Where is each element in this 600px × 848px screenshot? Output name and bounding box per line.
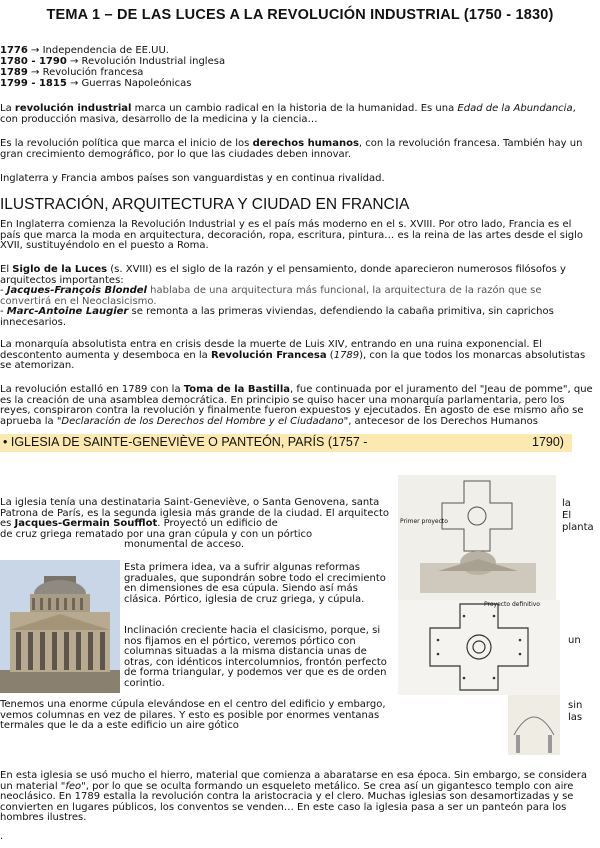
interior-sketch xyxy=(508,695,560,755)
church-paragraph-3-right: un xyxy=(568,635,581,646)
intro-paragraph-3: Inglaterra y Francia ambos países son vanguardistas y en continua rivalidad. xyxy=(0,173,385,184)
church-paragraph-2: Esta primera idea, va a sufrir algunas reformas graduales, que supondrán sobre todo el crecimiento en dimensiones de esa cúpula. Siendo así más clásica. Pórtico, iglesia de cruz griega, y cúpula. xyxy=(124,562,386,605)
intro-paragraph-1: La revolución industrial marca un cambio radical en la historia de la humanidad. Es una Edad de la Abundancia, con producción masiva, desarrollo de la medicina y la ciencia… xyxy=(0,103,576,125)
section-heading: ILUSTRACIÓN, ARQUITECTURA Y CIUDAD EN FRANCIA xyxy=(0,196,410,213)
church-paragraph-1: La iglesia tenía una destinataria Saint-Geneviève, o Santa Genovena, santa Patrona de París, es la segunda iglesia más grande de la ciudad. El arquitecto es Jacques-Germain Soufflot. Proyectó un edificio de de cruz griega rematado por una gran cúpula y con un pórtico monumental de acceso. xyxy=(0,497,389,551)
first-project-label: Primer proyecto xyxy=(400,518,448,525)
section-paragraph-4: La revolución estalló en 1789 con la Toma de la Bastilla, fue continuada por el juramento del "Jeau de pomme", que es la creación de una asamblea democrática. En principio se quiso hacer una monarquía parlamentaria, pero los reyes, conspiraron contra la revolución y finalmente fueron expuestos y ejecutados. En agosto de ese mismo año se aprueba la "Declaración de los Derechos del Hombre y el Ciudadano", antecesor de los Derechos Humanos xyxy=(0,384,593,427)
church-paragraph-1-right: la El planta xyxy=(562,498,594,533)
page-title: TEMA 1 – DE LAS LUCES A LA REVOLUCIÓN INDUSTRIAL (1750 - 1830) xyxy=(46,7,554,23)
timeline-item: 1776 → Independencia de EE.UU. xyxy=(0,45,169,56)
definitive-project-plan xyxy=(398,600,560,695)
intro-paragraph-2: Es la revolución política que marca el inicio de los derechos humanos, con la revolución francesa. También hay un gran crecimiento demográfico, por lo que las ciudades deben innovar. xyxy=(0,138,583,160)
timeline-item: 1780 - 1790 → Revolución Industrial inglesa xyxy=(0,56,226,67)
first-project-drawing xyxy=(398,475,556,600)
church-paragraph-5: En esta iglesia se usó mucho el hierro, material que comienza a abaratarse en esa época. Sin embargo, se considera un material "feo", por lo que se oculta formando un esqueleto metálico. Se crea así un gigantesco templo con aire neoclásico. En 1789 estalla la revolución contra la aristocracia y el clero. Muchas iglesias son desamortizadas y se convierten en lugares públicos, los conventos se venden… En este caso la iglesia pasa a ser un panteón para los hombres ilustres. xyxy=(0,770,587,824)
trailing-dot: . xyxy=(0,831,4,842)
church-paragraph-4: Tenemos una enorme cúpula elevándose en el centro del edificio y embargo, vemos columnas en vez de pilares. Y esto es posible por enormes ventanas termales que le da a este edificio un aire gótico xyxy=(0,699,386,732)
pantheon-photo xyxy=(0,560,120,693)
timeline-item: 1799 - 1815 → Guerras Napoleónicas xyxy=(0,78,192,89)
timeline-list xyxy=(0,45,225,89)
section-paragraph-2: El Siglo de la Luces (s. XVIII) es el siglo de la razón y el pensamiento, donde aparecieron numerosos filósofos y arquitectos importantes: - Jacques-François Blondel hablaba de una arquitectura más funcional, la arquitectura de la razón que se convertirá en el Neoclasicismo. - Marc-Antoine Laugier se remonta a las primeras viviendas, defendiendo la cabaña primitiva, sin caprichos innecesarios. xyxy=(0,264,566,328)
timeline-item: 1789 → Revolución francesa xyxy=(0,67,144,78)
subsection-heading: • IGLESIA DE SAINTE-GENEVIÈVE O PANTEÓN, PARÍS (1757 - 1790) xyxy=(0,434,572,452)
church-paragraph-3: Inclinación creciente hacia el clasicismo, porque, si nos fijamos en el pórtico, veremos pórtico con columnas situadas a la misma distancia unas de otras, con idénticos intercolumnios, frontón perfecto de forma triangular, y podemos ver que es de orden corintio. xyxy=(124,625,387,689)
definitive-project-label: Proyecto definitivo xyxy=(484,601,540,608)
section-paragraph-3: La monarquía absolutista entra en crisis desde la muerte de Luis XIV, entrando en una ruina exponencial. El descontento aumenta y desemboca en la Revolución Francesa (1789), con la que todos los monarcas absolutistas se atemorizan. xyxy=(0,339,586,372)
church-paragraph-4-right: sin las xyxy=(568,700,583,723)
section-paragraph-1: En Inglaterra comienza la Revolución Industrial y es el país más moderno en el s. XVIII. Por otro lado, Francia es el país que marca la moda en arquitectura, decoración, ropa, escritura, pintura… es la reina de las artes desde el siglo XVII, sustituyéndolo en el puesto a Roma. xyxy=(0,219,583,252)
